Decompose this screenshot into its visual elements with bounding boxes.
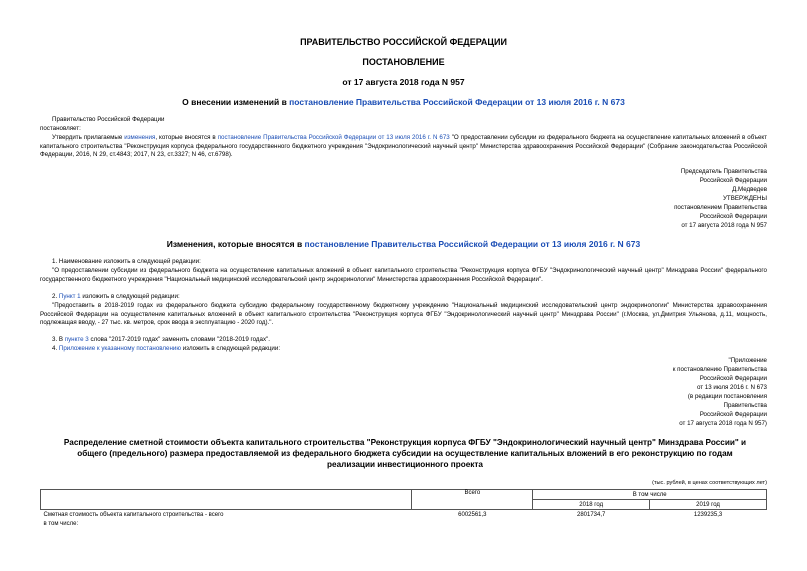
appendix-line-4: от 13 июля 2016 г. N 673	[696, 384, 767, 391]
change-item-2-b: изложить в следующей редакции:	[80, 293, 180, 300]
intro-link-changes[interactable]: изменения	[124, 134, 156, 141]
change-item-3	[52, 336, 270, 345]
table-cell-2018: 2801734,7	[577, 511, 606, 518]
table-header-empty	[41, 490, 412, 510]
intro-text-c: "О предоставлении субсидии из федерального бюджета на осуществление капитальных вложений в объект капитального строительства "Реконструкция корпуса федерального государственного бюджетного учреждения "Эндокринологический научный центр" Министерства здравоохранения Российской Федерации" (Собрание законодательства Российской Федерации, 2016, N 29, ст.4843; 2017, N 23, ст.3327; N 46, ст.6798).	[40, 134, 767, 159]
appendix-line-6: Правительства	[723, 402, 767, 409]
approved-label: УТВЕРЖДЕНЫ	[723, 195, 767, 202]
intro-paragraph	[40, 134, 767, 160]
approved-country: Российской Федерации	[699, 213, 767, 220]
table-cell-empty	[533, 519, 650, 528]
table-header-total: Всего	[412, 490, 533, 510]
changes-title	[0, 239, 807, 249]
signature-name: Д.Медведев	[732, 186, 767, 193]
table-cell-empty	[650, 519, 767, 528]
approved-date: от 17 августа 2018 года N 957	[681, 222, 767, 229]
change-item-4-b: изложить в следующей редакции:	[181, 345, 281, 352]
change-item-1-text: "О предоставлении субсидии из федерального бюджета на осуществление капитальных вложений в объект капитального строительства "Реконструкция корпуса ФГБУ "Эндокринологический научный центр" Минздрава России" федерального государственного бюджетного учреждения "Национальный медицинский исследовательский центр эндокринологии" Министерства здравоохранения Российской Федерации".	[40, 267, 767, 283]
subject-link[interactable]: постановление Правительства Российской Федерации от 13 июля 2016 г. N 673	[289, 97, 625, 107]
intro-link-resolution[interactable]: постановление Правительства Российской Федерации от 13 июля 2016 г. N 673	[217, 134, 450, 141]
table-cell-empty	[412, 519, 533, 528]
appendix-line-3: Российской Федерации	[699, 375, 767, 382]
approved-by: постановлением Правительства	[674, 204, 767, 211]
change-item-2-text: "Предоставить в 2018-2019 годах из федерального бюджета субсидию федеральному государственному бюджетному учреждению "Национальный медицинский исследовательский центр эндокринологии" Министерства здравоохранения Российской Федерации на осуществление капитальных вложений в объект капитального строительства "Реконструкция корпуса ФГБУ "Эндокринологический научный центр" Минздрава России" (г.Москва, ул.Дмитрия Ульянова, д.11, мощность, подлежащая вводу, - 27 тыс. кв. метров, срок ввода в эксплуатацию - 2020 год).".	[40, 302, 767, 327]
units-note: (тыс. рублей, в ценах соответствующих лет)	[652, 480, 767, 486]
signature-title: Председатель Правительства	[680, 168, 767, 175]
changes-title-prefix: Изменения, которые вносятся в	[166, 239, 305, 249]
change-item-3-link[interactable]: пункте 3	[64, 336, 89, 343]
table-header-2018: 2018 год	[533, 500, 650, 510]
change-item-2-link[interactable]: Пункт 1	[58, 293, 81, 300]
changes-title-link[interactable]: постановление Правительства Российской Федерации от 13 июля 2016 г. N 673	[304, 239, 641, 249]
appendix-line-8: от 17 августа 2018 года N 957)	[679, 420, 767, 427]
document-date-number: от 17 августа 2018 года N 957	[342, 77, 465, 87]
change-item-3-b: слова "2017-2019 годах" заменить словами "2018-2019 годах".	[88, 336, 270, 343]
table-row-label: в том числе:	[43, 520, 79, 527]
change-item-2	[52, 293, 180, 302]
table-header-2019: 2019 год	[650, 500, 767, 510]
table-cell-total: 6002561,3	[458, 511, 487, 518]
table-row-label: Сметная стоимость объекта капитального строительства - всего	[43, 511, 224, 518]
subject-prefix: О внесении изменений в	[182, 97, 290, 107]
change-item-2-a: 2.	[52, 293, 59, 300]
document-type: ПОСТАНОВЛЕНИЕ	[362, 57, 445, 67]
intro-line-2: постановляет:	[40, 125, 81, 132]
table-cell-2019: 1239235,3	[693, 511, 723, 518]
change-item-4-a: 4.	[52, 345, 59, 352]
change-item-1: 1. Наименование изложить в следующей редакции:	[52, 258, 201, 265]
change-item-4	[52, 345, 280, 354]
intro-line-1: Правительство Российской Федерации	[52, 116, 165, 123]
distribution-title: Распределение сметной стоимости объекта капитального строительства "Реконструкция корпуса ФГБУ "Эндокринологический научный центр" Минздрава России" и общего (предельного) размера предоставляемой из федерального бюджета субсидии на осуществление капитальных вложений в его реконструкцию по годам реализации инвестиционного проекта	[63, 438, 747, 469]
change-item-3-a: 3. В	[52, 336, 65, 343]
appendix-line-5: (в редакции постановления	[687, 393, 767, 400]
table-header-row	[41, 490, 767, 500]
appendix-line-1: "Приложение	[728, 357, 767, 364]
appendix-line-2: к постановлению Правительства	[672, 366, 767, 373]
government-header: ПРАВИТЕЛЬСТВО РОССИЙСКОЙ ФЕДЕРАЦИИ	[300, 37, 507, 47]
intro-text-b: , которые вносятся в	[155, 134, 218, 141]
document-subject	[0, 97, 807, 107]
table-row	[41, 510, 767, 520]
intro-text-a: Утвердить прилагаемые	[52, 134, 125, 141]
change-item-4-link[interactable]: Приложение к указанному постановлению	[58, 345, 181, 352]
signature-country: Российской Федерации	[699, 177, 767, 184]
table-header-incl: В том числе	[533, 490, 767, 500]
appendix-line-7: Российской Федерации	[699, 411, 767, 418]
table-row	[41, 519, 767, 528]
distribution-table	[40, 489, 767, 528]
